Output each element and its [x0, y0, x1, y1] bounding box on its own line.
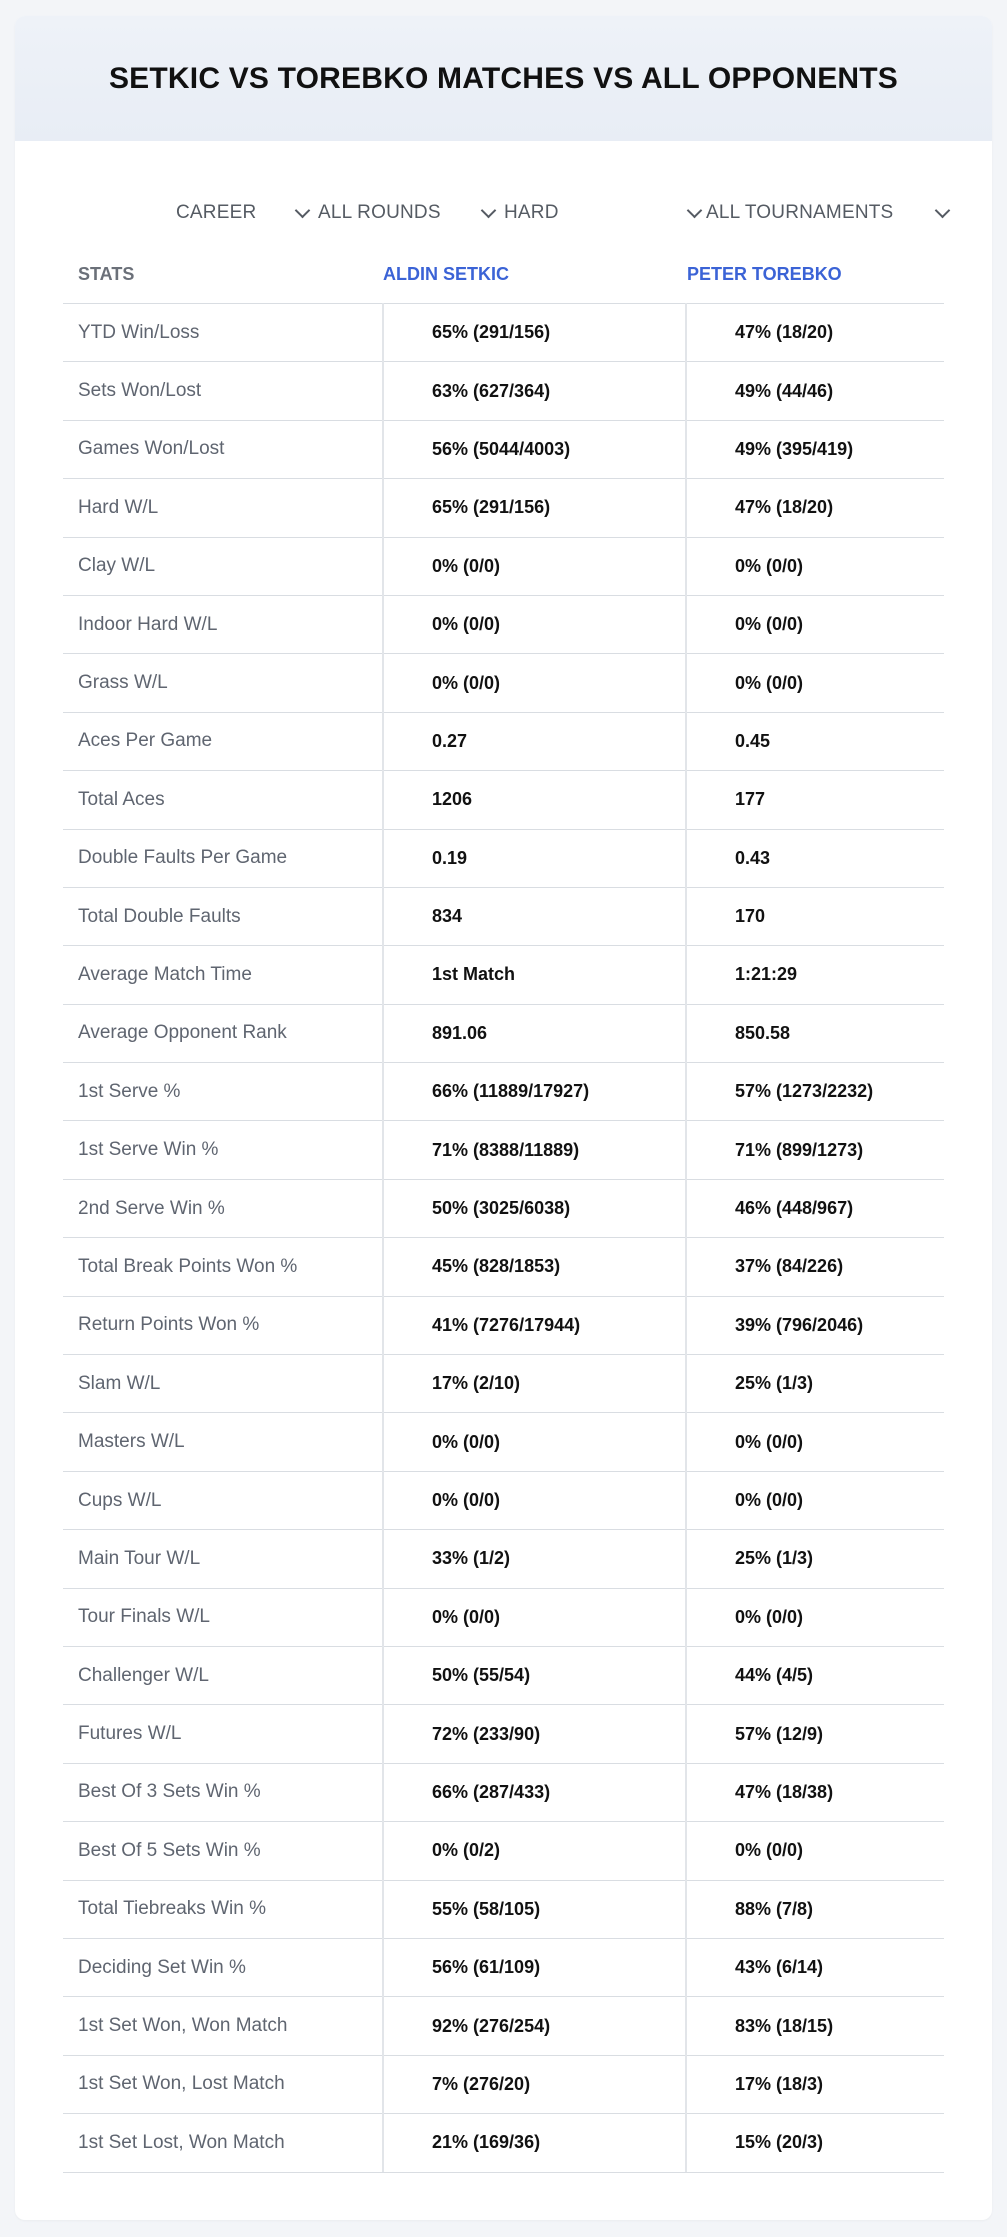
- player1-stat-value: 72% (233/90): [432, 1723, 541, 1744]
- stat-label: Main Tour W/L: [78, 1547, 201, 1569]
- chevron-down-icon: [687, 202, 703, 218]
- player1-stat-value: 1206: [432, 789, 473, 810]
- player2-stat-value: 43% (6/14): [735, 1957, 824, 1978]
- stat-label: Total Break Points Won %: [78, 1255, 298, 1277]
- tournaments-filter-dropdown[interactable]: [706, 191, 952, 235]
- player1-stat-value: 17% (2/10): [432, 1373, 521, 1394]
- player2-stat-value: 0% (0/0): [735, 1840, 804, 1861]
- stat-label: Aces Per Game: [78, 730, 213, 752]
- player1-stat-value: 7% (276/20): [432, 2073, 531, 2094]
- player1-stat-value: 56% (61/109): [432, 1957, 541, 1978]
- table-row: [63, 1530, 944, 1588]
- stat-label: Return Points Won %: [78, 1314, 260, 1336]
- player2-stat-value: 17% (18/3): [735, 2073, 824, 2094]
- player1-stat-value: 92% (276/254): [432, 2015, 551, 2036]
- stat-label: 1st Set Won, Lost Match: [78, 2073, 285, 2095]
- table-row: [63, 1180, 944, 1238]
- player2-stat-value: 25% (1/3): [735, 1373, 814, 1394]
- table-row: [63, 538, 944, 596]
- stat-label: Grass W/L: [78, 672, 168, 694]
- page-header: [15, 16, 992, 141]
- stat-label: Best Of 5 Sets Win %: [78, 1839, 261, 1861]
- table-header: [63, 245, 944, 304]
- player1-stat-value: 21% (169/36): [432, 2132, 541, 2153]
- player2-stat-value: 47% (18/20): [735, 497, 834, 518]
- stat-label: Average Opponent Rank: [78, 1022, 287, 1044]
- stat-label: Total Double Faults: [78, 905, 241, 927]
- player1-stat-value: 0% (0/0): [432, 1431, 501, 1452]
- career-filter-value: CAREER: [176, 202, 257, 223]
- player1-stat-value: 0% (0/0): [432, 1490, 501, 1510]
- table-row: [63, 1413, 944, 1471]
- stat-label: 1st Set Lost, Won Match: [78, 2131, 285, 2153]
- table-row: [63, 1297, 944, 1355]
- player1-stat-value: 0% (0/0): [432, 1606, 501, 1627]
- player2-stat-value: 850.58: [735, 1022, 791, 1043]
- player1-stat-value: 0% (0/2): [432, 1840, 501, 1861]
- player1-stat-value: 0% (0/0): [432, 555, 501, 576]
- table-row: [63, 1881, 944, 1939]
- stat-label: Deciding Set Win %: [78, 1956, 246, 1978]
- player1-stat-value: 56% (5044/4003): [432, 438, 571, 459]
- table-row: [63, 1238, 944, 1296]
- tournaments-filter-value: ALL TOURNAMENTS: [706, 202, 894, 223]
- player1-stat-value: 65% (291/156): [432, 322, 551, 343]
- chevron-down-icon: [295, 202, 311, 218]
- table-row: [63, 304, 944, 362]
- stat-label: Games Won/Lost: [78, 438, 225, 460]
- player2-stat-value: 88% (7/8): [735, 1898, 814, 1919]
- player1-stat-value: 55% (58/105): [432, 1898, 541, 1919]
- stat-label: YTD Win/Loss: [78, 321, 200, 343]
- player2-stat-value: 37% (84/226): [735, 1256, 844, 1277]
- stat-label: Futures W/L: [78, 1723, 182, 1745]
- surface-filter-value: HARD: [504, 202, 559, 223]
- player1-stat-value: 0% (0/0): [432, 614, 501, 635]
- column-divider: [382, 303, 384, 2172]
- stats-table: [63, 245, 944, 2173]
- player2-stat-value: 49% (395/419): [735, 438, 854, 459]
- stat-label: Cups W/L: [78, 1489, 162, 1511]
- table-row: [63, 596, 944, 654]
- table-row: [63, 479, 944, 537]
- player2-stat-value: 49% (44/46): [735, 380, 834, 401]
- stat-label: Best Of 3 Sets Win %: [78, 1781, 261, 1803]
- stat-label: Indoor Hard W/L: [78, 613, 218, 635]
- stat-label: 2nd Serve Win %: [78, 1197, 225, 1219]
- player2-name-link[interactable]: PETER TOREBKO: [687, 263, 842, 284]
- surface-filter-dropdown[interactable]: [504, 191, 704, 235]
- table-row: [63, 1939, 944, 1997]
- table-row: [63, 1705, 944, 1763]
- player2-stat-value: 25% (1/3): [735, 1548, 814, 1569]
- table-row: [63, 1005, 944, 1063]
- player2-stat-value: 0% (0/0): [735, 672, 804, 693]
- player2-stat-value: 83% (18/15): [735, 2015, 834, 2036]
- player1-stat-value: 0.19: [432, 847, 468, 868]
- rounds-filter-value: ALL ROUNDS: [318, 202, 441, 223]
- stat-label: 1st Set Won, Won Match: [78, 2015, 288, 2037]
- stats-card: [15, 16, 992, 2220]
- table-row: [63, 1121, 944, 1179]
- player1-stat-value: 891.06: [432, 1022, 488, 1043]
- player1-stat-value: 50% (55/54): [432, 1665, 531, 1686]
- table-row: [63, 1822, 944, 1880]
- stat-label: Challenger W/L: [78, 1664, 209, 1686]
- stat-label: Hard W/L: [78, 496, 159, 518]
- player1-stat-value: 66% (11889/17927): [432, 1081, 590, 1102]
- player1-name-link[interactable]: ALDIN SETKIC: [383, 263, 509, 284]
- stats-column-header: STATS: [78, 263, 135, 284]
- player2-stat-value: 0% (0/0): [735, 1606, 804, 1627]
- filter-bar: [15, 191, 992, 235]
- table-row: [63, 362, 944, 420]
- table-row: [63, 1063, 944, 1121]
- player1-stat-value: 0.27: [432, 730, 468, 751]
- player1-stat-value: 1st Match: [432, 964, 516, 985]
- player2-stat-value: 44% (4/5): [735, 1665, 814, 1686]
- stat-label: 1st Serve %: [78, 1080, 181, 1102]
- stat-label: Total Aces: [78, 788, 165, 810]
- player1-stat-value: 33% (1/2): [432, 1548, 511, 1569]
- table-row: [63, 830, 944, 888]
- player2-stat-value: 57% (12/9): [735, 1723, 824, 1744]
- career-filter-dropdown[interactable]: [176, 191, 312, 235]
- player2-stat-value: 0.45: [735, 730, 771, 751]
- player2-stat-value: 0% (0/0): [735, 555, 804, 576]
- table-row: [63, 1355, 944, 1413]
- table-row: [63, 2114, 944, 2172]
- player2-stat-value: 71% (899/1273): [735, 1139, 864, 1160]
- table-row: [63, 888, 944, 946]
- stat-label: Clay W/L: [78, 555, 156, 577]
- player1-stat-value: 63% (627/364): [432, 380, 551, 401]
- player1-stat-value: 65% (291/156): [432, 497, 551, 518]
- table-row: [63, 2056, 944, 2114]
- stat-label: Masters W/L: [78, 1431, 185, 1453]
- table-row: [63, 654, 944, 712]
- chevron-down-icon: [481, 202, 497, 218]
- table-row: [63, 771, 944, 829]
- stat-label: Slam W/L: [78, 1372, 161, 1394]
- player2-stat-value: 57% (1273/2232): [735, 1081, 874, 1102]
- player1-stat-value: 66% (287/433): [432, 1781, 551, 1802]
- table-row: [63, 421, 944, 479]
- column-divider: [685, 303, 687, 2172]
- player2-stat-value: 1:21:29: [735, 964, 798, 985]
- player2-stat-value: 47% (18/38): [735, 1781, 834, 1802]
- table-row: [63, 713, 944, 771]
- player2-stat-value: 15% (20/3): [735, 2132, 824, 2153]
- player2-stat-value: 177: [735, 789, 766, 810]
- player1-stat-value: 71% (8388/11889): [432, 1139, 580, 1160]
- page-title: SETKIC VS TOREBKO MATCHES VS ALL OPPONENTS: [108, 61, 899, 95]
- stat-label: Sets Won/Lost: [78, 380, 202, 402]
- player2-stat-value: 39% (796/2046): [735, 1314, 864, 1335]
- player1-stat-value: 41% (7276/17944): [432, 1314, 581, 1335]
- table-row: [63, 1997, 944, 2055]
- player1-stat-value: 45% (828/1853): [432, 1256, 561, 1277]
- player1-stat-value: 0% (0/0): [432, 672, 501, 693]
- table-row: [63, 1647, 944, 1705]
- table-body: [63, 304, 944, 2173]
- stat-label: Average Match Time: [78, 963, 252, 985]
- table-row: [63, 1764, 944, 1822]
- player2-stat-value: 46% (448/967): [735, 1198, 854, 1219]
- stat-label: Tour Finals W/L: [78, 1606, 210, 1628]
- chevron-down-icon: [935, 202, 951, 218]
- player2-stat-value: 0% (0/0): [735, 1431, 804, 1452]
- stat-label: Total Tiebreaks Win %: [78, 1898, 266, 1920]
- player2-stat-value: 47% (18/20): [735, 322, 834, 343]
- player2-stat-value: 170: [735, 906, 766, 927]
- table-row: [63, 946, 944, 1004]
- stat-label: Double Faults Per Game: [78, 847, 288, 869]
- player2-stat-value: 0% (0/0): [735, 1490, 804, 1510]
- stat-label: 1st Serve Win %: [78, 1139, 219, 1161]
- table-row: [63, 1589, 944, 1647]
- rounds-filter-dropdown[interactable]: [318, 191, 498, 235]
- player2-stat-value: 0.43: [735, 847, 771, 868]
- player1-stat-value: 50% (3025/6038): [432, 1198, 571, 1219]
- player1-stat-value: 834: [432, 906, 463, 927]
- player2-stat-value: 0% (0/0): [735, 614, 804, 635]
- table-row: [63, 1472, 944, 1530]
